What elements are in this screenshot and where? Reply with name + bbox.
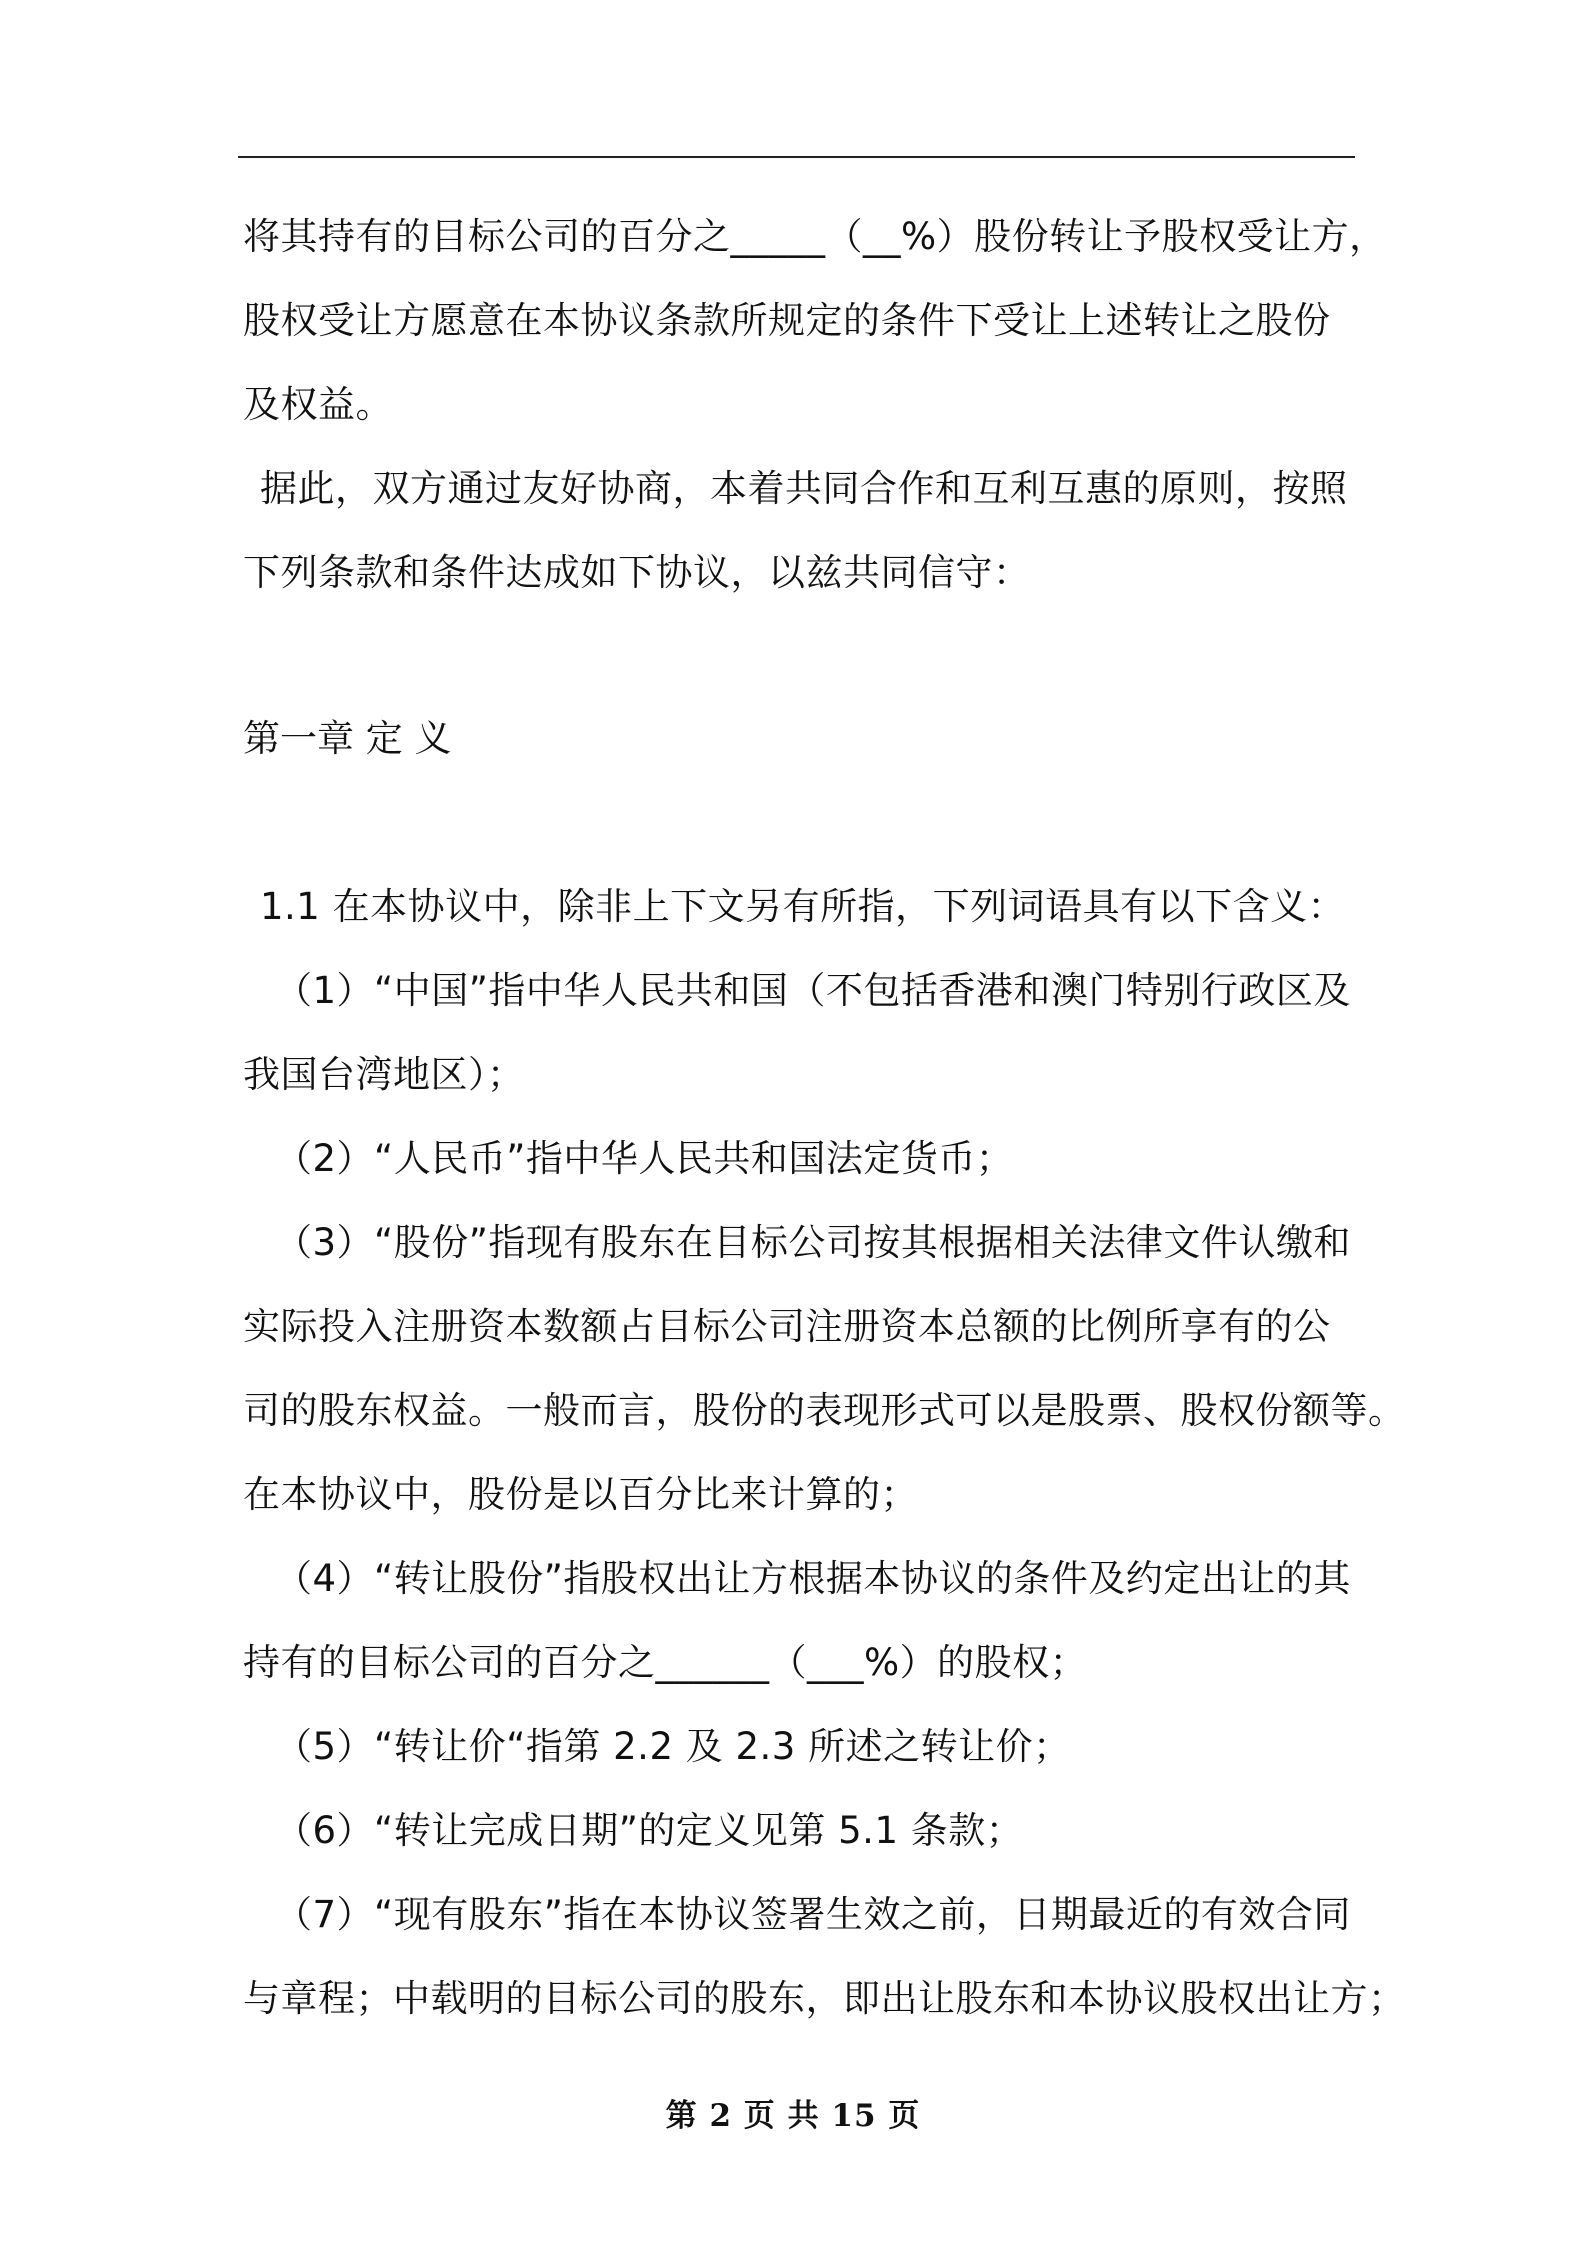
page-number-footer: 第 2 页 共 15 页 [665, 2098, 921, 2134]
definition-line: 与章程；中载明的目标公司的股东，即出让股东和本协议股权出让方； [243, 1977, 1406, 2020]
definition-line: （1）“中国”指中华人民共和国（不包括香港和澳门特别行政区及 [275, 969, 1351, 1012]
definition-line: （3）“股份”指现有股东在目标公司按其根据相关法律文件认缴和 [275, 1221, 1351, 1264]
intro-line: 下列条款和条件达成如下协议，以兹共同信守： [243, 551, 1031, 594]
definition-line: （7）“现有股东”指在本协议签署生效之前，日期最近的有效合同 [275, 1893, 1351, 1936]
definition-line: 我国台湾地区）； [243, 1053, 525, 1096]
spacer [243, 781, 1356, 865]
intro-line: 据此，双方通过友好协商，本着共同合作和互利互惠的原则，按照 [260, 467, 1348, 510]
intro-line: 将其持有的目标公司的百分之_____（__%）股份转让予股权受让方， [243, 215, 1387, 258]
header-rule [238, 156, 1355, 158]
definition-line: 1.1 在本协议中，除非上下文另有所指，下列词语具有以下含义： [260, 885, 1346, 928]
definition-line: （2）“人民币”指中华人民共和国法定货币； [275, 1137, 1014, 1180]
document-body [243, 195, 1406, 2041]
chapter-heading: 第一章 定 义 [243, 717, 452, 760]
definition-line: 持有的目标公司的百分之______（___%）的股权； [243, 1641, 1088, 1684]
definition-line: （5）“转让价“指第 2.2 及 2.3 所述之转让价； [275, 1725, 1071, 1768]
intro-line: 及权益。 [243, 383, 393, 426]
definition-line: 实际投入注册资本数额占目标公司注册资本总额的比例所享有的公 [243, 1305, 1331, 1348]
definition-line: 司的股东权益。一般而言，股份的表现形式可以是股票、股权份额等。 [243, 1389, 1406, 1432]
definition-line: （4）“转让股份”指股权出让方根据本协议的条件及约定出让的其 [275, 1557, 1351, 1600]
definition-line: 在本协议中，股份是以百分比来计算的； [243, 1473, 918, 1516]
intro-line: 股权受让方愿意在本协议条款所规定的条件下受让上述转让之股份 [243, 299, 1331, 342]
spacer [243, 615, 1356, 697]
definition-line: （6）“转让完成日期”的定义见第 5.1 条款； [275, 1809, 1024, 1852]
